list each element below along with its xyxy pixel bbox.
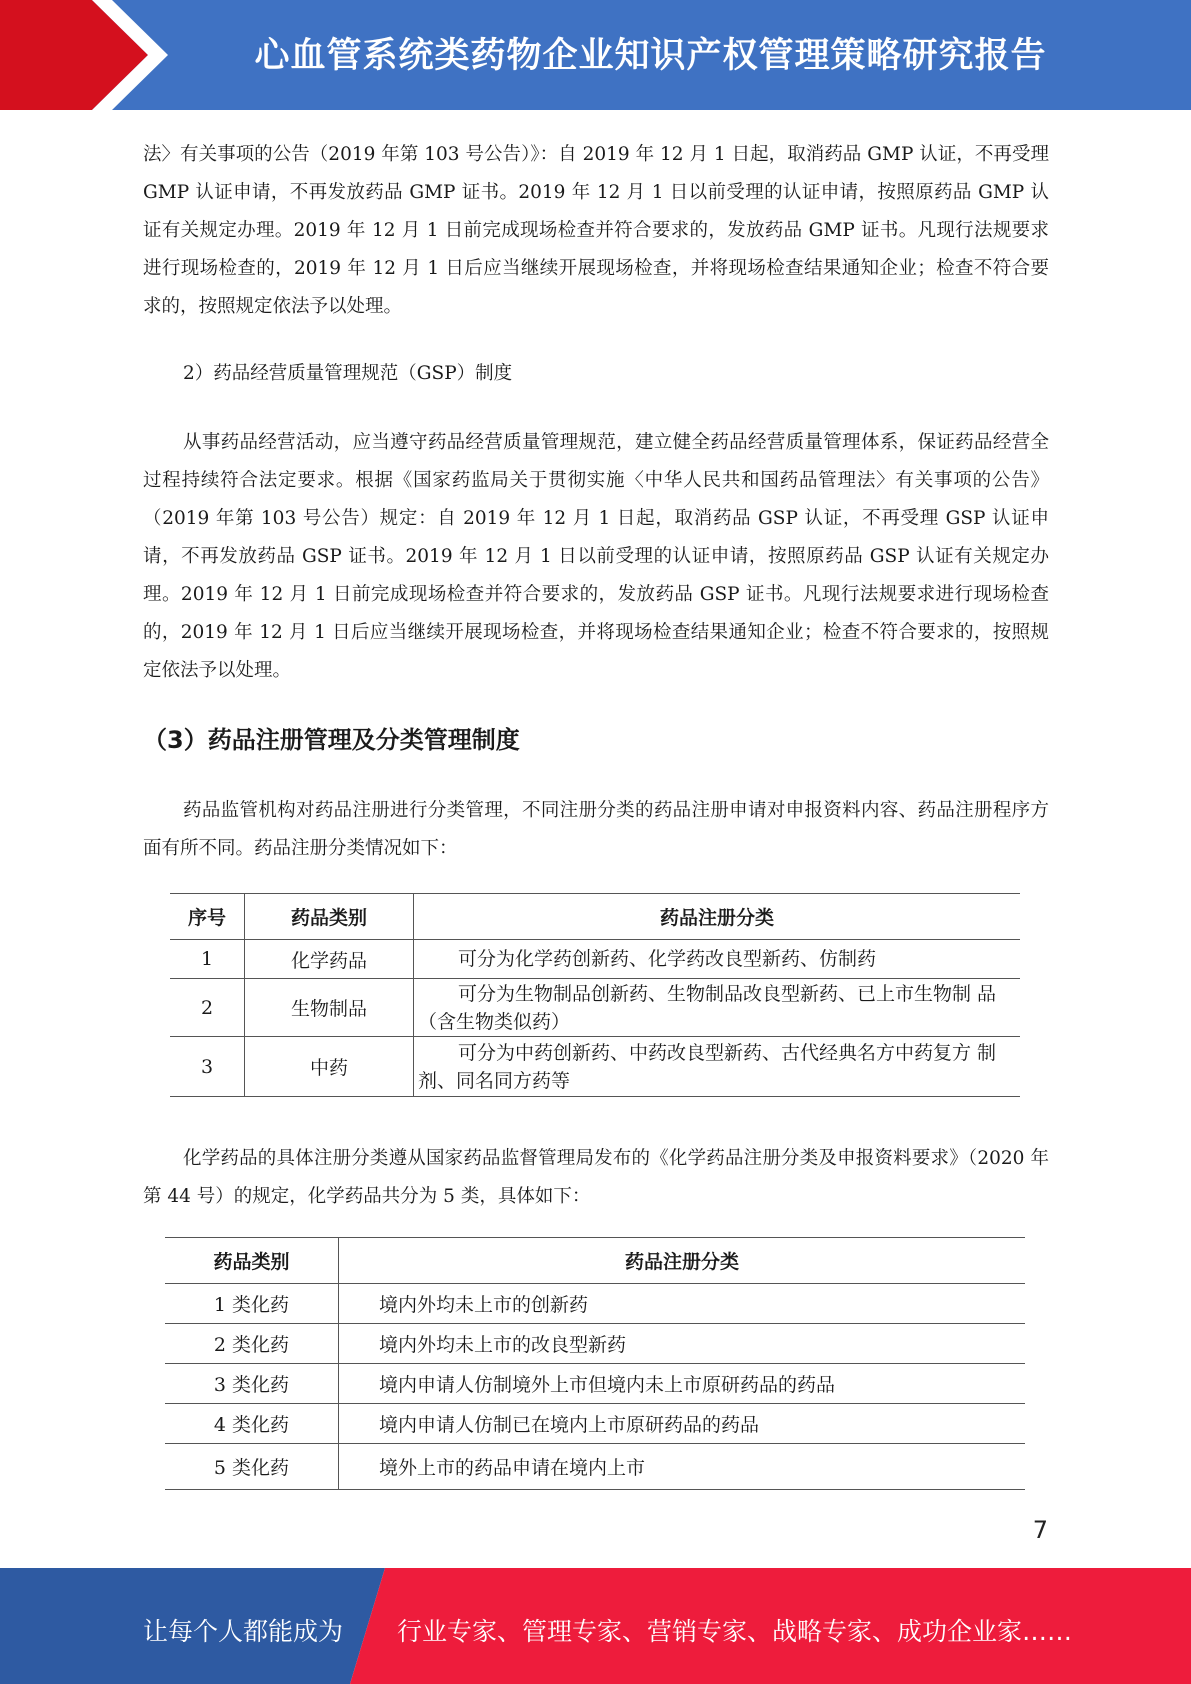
cell-classification: 境内申请人仿制境外上市但境内未上市原研药品的药品 (339, 1364, 1026, 1404)
footer-slogan-left: 让每个人都能成为 (143, 1617, 344, 1646)
cell-classification: 境内申请人仿制已在境内上市原研药品的药品 (339, 1404, 1026, 1444)
cell-classification: 境内外均未上市的改良型新药 (339, 1324, 1026, 1364)
header-classification: 药品注册分类 (414, 894, 1021, 940)
page-number: 7 (1032, 1516, 1048, 1544)
cell-classification: 可分为生物制品创新药、生物制品改良型新药、已上市生物制 品（含生物类似药） (414, 979, 1021, 1037)
cell-no: 3 (170, 1037, 245, 1097)
section-3-title: （3）药品注册管理及分类管理制度 (143, 726, 520, 754)
header-category: 药品类别 (245, 894, 414, 940)
cell-no: 1 (170, 940, 245, 979)
header-title: 心血管系统类药物企业知识产权管理策略研究报告 (254, 36, 1047, 76)
cell-category: 4 类化药 (165, 1404, 339, 1444)
table-row (165, 1404, 1025, 1444)
table-header-row (165, 1238, 1025, 1284)
table-row (170, 1037, 1020, 1097)
table-row (170, 940, 1020, 979)
registration-category-table (170, 893, 1020, 1097)
cell-category: 5 类化药 (165, 1444, 339, 1490)
chemical-drug-class-table (165, 1237, 1025, 1490)
cell-category: 2 类化药 (165, 1324, 339, 1364)
cell-classification: 境外上市的药品申请在境内上市 (339, 1444, 1026, 1490)
cell-category: 化学药品 (245, 940, 414, 979)
gsp-heading: 2）药品经营质量管理规范（GSP）制度 (183, 363, 513, 384)
cell-category: 中药 (245, 1037, 414, 1097)
table-row (165, 1444, 1025, 1490)
header-category: 药品类别 (165, 1238, 339, 1284)
table-row (165, 1284, 1025, 1324)
table-header-row (170, 894, 1020, 940)
paragraph-registration: 药品监管机构对药品注册进行分类管理，不同注册分类的药品注册申请对申报资料内容、药品注册程序方面有所不同。药品注册分类情况如下： (143, 800, 1049, 859)
paragraph-gsp: 从事药品经营活动，应当遵守药品经营质量管理规范，建立健全药品经营质量管理体系，保证药品经营全过程持续符合法定要求。根据《国家药监局关于贯彻实施〈中华人民共和国药品管理法〉有关事项的公告》（2019 年第 103 号公告）规定：自 2019 年 12 月 1 日起，取消药品 GSP 认证，不再受理 GSP 认证申请，不再发放药品 GSP 证书。2019 年 12 月 1 日以前受理的认证申请，按照原药品 GSP 认证有关规定办理。2019 年 12 月 1 日前完成现场检查并符合要求的，发放药品 GSP 证书。凡现行法规要求进行现场检查的，2019 年 12 月 1 日后应当继续开展现场检查，并将现场检查结果通知企业；检查不符合要求的，按照规定依法予以处理。 (143, 432, 1049, 681)
header-classification: 药品注册分类 (339, 1238, 1026, 1284)
cell-classification: 可分为化学药创新药、化学药改良型新药、仿制药 (414, 940, 1021, 979)
cell-no: 2 (170, 979, 245, 1037)
cell-classification: 境内外均未上市的创新药 (339, 1284, 1026, 1324)
cell-category: 生物制品 (245, 979, 414, 1037)
paragraph-chemical-drugs: 化学药品的具体注册分类遵从国家药品监督管理局发布的《化学药品注册分类及申报资料要求》（2020 年第 44 号）的规定，化学药品共分为 5 类，具体如下： (143, 1148, 1049, 1207)
cell-category: 3 类化药 (165, 1364, 339, 1404)
table-row (165, 1364, 1025, 1404)
table-row (165, 1324, 1025, 1364)
table-row (170, 979, 1020, 1037)
header-no: 序号 (170, 894, 245, 940)
footer-slogan-right: 行业专家、管理专家、营销专家、战略专家、成功企业家…… (397, 1617, 1073, 1646)
page-header (0, 0, 1191, 110)
page-footer (0, 1568, 1191, 1684)
cell-classification: 可分为中药创新药、中药改良型新药、古代经典名方中药复方 制剂、同名同方药等 (414, 1037, 1021, 1097)
paragraph-gmp-continued: 法〉有关事项的公告（2019 年第 103 号公告）》：自 2019 年 12 月 1 日起，取消药品 GMP 认证，不再受理 GMP 认证申请，不再发放药品 GMP 证书。2019 年 12 月 1 日以前受理的认证申请，按照原药品 GMP 认证有关规定办理。2019 年 12 月 1 日前完成现场检查并符合要求的，发放药品 GMP 证书。凡现行法规要求进行现场检查的，2019 年 12 月 1 日后应当继续开展现场检查，并将现场检查结果通知企业；检查不符合要求的，按照规定依法予以处理。 (143, 144, 1049, 317)
cell-category: 1 类化药 (165, 1284, 339, 1324)
